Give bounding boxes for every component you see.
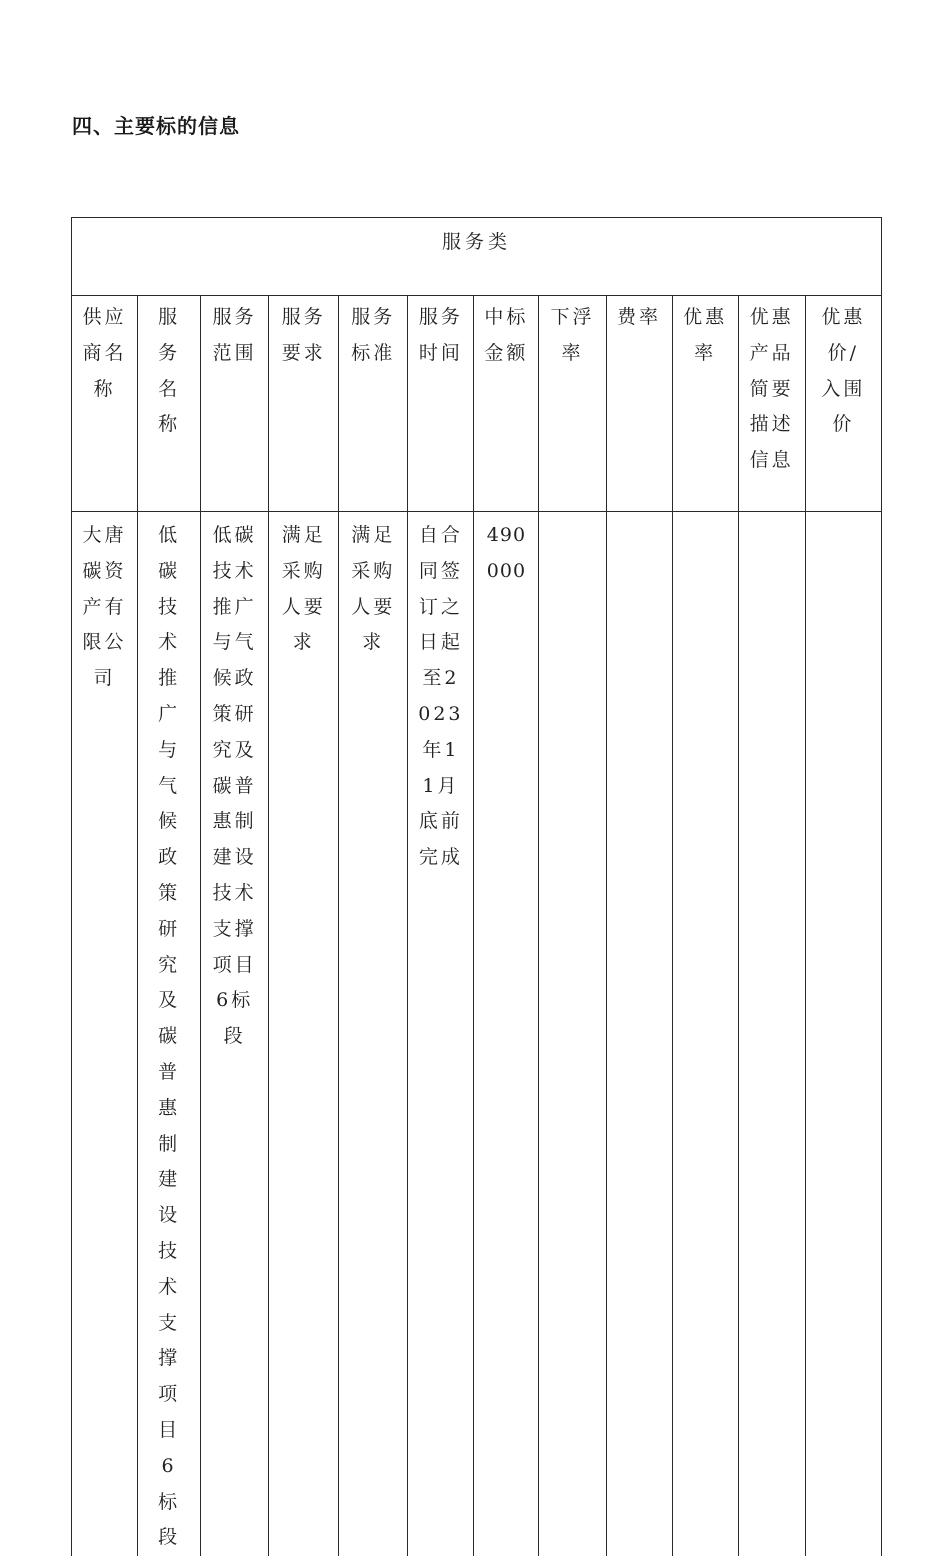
category-row: [72, 218, 882, 296]
section-title: 四、主要标的信息: [72, 110, 240, 139]
cell-service-standard: 满足采购人要求: [339, 512, 408, 1556]
header-service-time: 服务时间: [408, 296, 474, 512]
header-supplier: 供应商名称: [72, 296, 138, 512]
cell-fee-rate: [606, 512, 672, 1556]
main-subject-table-wrapper: [71, 217, 882, 1300]
main-subject-table: [71, 217, 882, 1556]
header-preferential-desc: 优惠产品简要描述信息: [738, 296, 805, 512]
cell-preferential-rate: [672, 512, 738, 1556]
category-label: 服务类: [442, 231, 511, 253]
cell-service-requirement: 满足采购人要求: [269, 512, 339, 1556]
cell-discount-rate: [539, 512, 606, 1556]
header-service-name: 服务名称: [138, 296, 201, 512]
header-fee-rate: 费率: [606, 296, 672, 512]
header-service-requirement: 服务要求: [269, 296, 339, 512]
table-row: [72, 512, 882, 1556]
cell-preferential-desc: [738, 512, 805, 1556]
header-bid-amount: 中标金额: [474, 296, 539, 512]
header-service-scope: 服务范围: [201, 296, 269, 512]
category-cell: [72, 218, 882, 296]
cell-service-name: 低碳技术推广与气候政策研究及碳普惠制建设技术支撑项目6标段: [138, 512, 201, 1556]
header-service-standard: 服务标准: [339, 296, 408, 512]
cell-service-time: 自合同签订之日起至2023年11月底前完成: [408, 512, 474, 1556]
cell-preferential-price: [805, 512, 881, 1556]
header-row: [72, 296, 882, 512]
header-discount-rate: 下浮率: [539, 296, 606, 512]
cell-supplier: 大唐碳资产有限公司: [72, 512, 138, 1556]
cell-service-scope: 低碳技术推广与气候政策研究及碳普惠制建设技术支撑项目6标段: [201, 512, 269, 1556]
cell-bid-amount: 490000: [474, 512, 539, 1556]
header-preferential-price: 优惠价/入围价: [805, 296, 881, 512]
header-preferential-rate: 优惠率: [672, 296, 738, 512]
